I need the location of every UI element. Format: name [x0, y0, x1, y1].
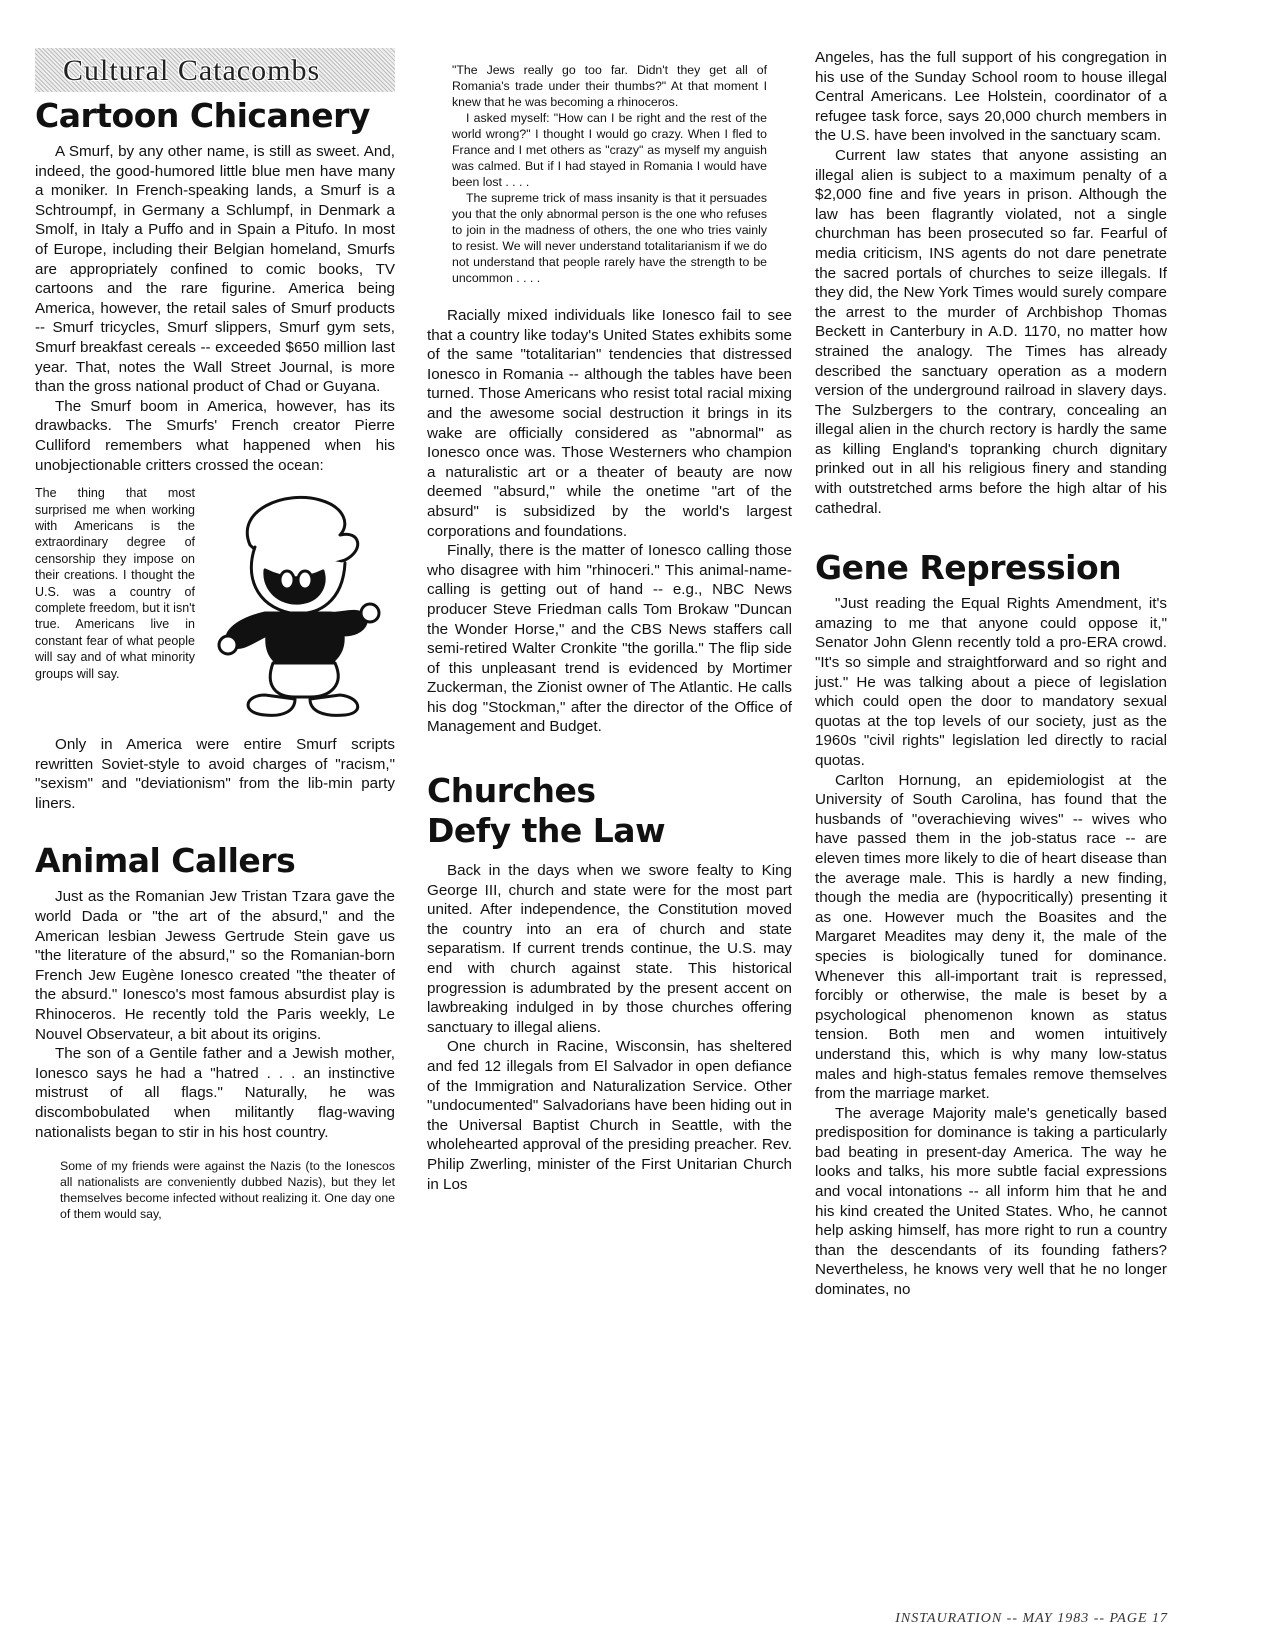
churches-paragraph-3: Current law states that anyone assisting an illegal alien is subject to a maximum penalty of a $2,000 fine and five years in prison. Although the law has been flagrantly violated, not a single churchman has been prosecuted so far. Fearful of media criticism, INS agents do not dare penetrate the sacred portals of churches to seize illegals. If they did, the New York Times would surely compare the arrest to the murder of Archbishop Thomas Beckett in Canterbury in A.D. 1170, no matter how strained the analogy. The Times has already described the sanctuary operation as a modern version of the underground railroad in slavery days. The Sulzbergers to the contrary, concealing an illegal alien in the church rectory is hardly the same as killing England's topranking church dignitary prinked out in all his religious finery and standing with outstretched arms before the high altar of his cathedral.: [815, 146, 1167, 517]
cartoon-paragraph-3: Only in America were entire Smurf scripts rewritten Soviet-style to avoid charges of "racism," "sexism" and "deviationism" from the lib-min party liners.: [35, 736, 395, 812]
animal-paragraph-1: Just as the Romanian Jew Tristan Tzara gave the world Dada or "the art of the absurd," and the American lesbian Jewess Gertrude Stein gave us "the literature of the absurd," so the Romanian-born French Jew Eugène Ionesco created "the theater of the absurd." Ionesco's most famous absurdist play is Rhinoceros. He recently told the Paris weekly, Le Nouvel Observateur, a bit about its origins.: [35, 888, 395, 1043]
headline-cartoon-chicanery: Cartoon Chicanery: [35, 96, 370, 135]
gene-paragraph-3: The average Majority male's genetically based predisposition for dominance is taking a particularly bad beating in present-day America. The way he looks and talks, his more subtle facial expressions and vocal intonations -- all inform him that he and his kind created the United States. Who, he cannot help asking himself, has more right to run a country than the descendants of its founding fathers? Nevertheless, he knows very well that he no longer dominates, no: [815, 1104, 1167, 1299]
ionesco-quote-start: [60, 1158, 395, 1222]
headline-churches-defy-the-law: Churches Defy the Law: [427, 771, 666, 851]
animal-paragraph-2: The son of a Gentile father and a Jewish mother, Ionesco says he had a "hatred . . . an instinctive mistrust of all flags." Naturally, he was discombobulated when militantly flag-waving nationalists began to stir in his host country.: [35, 1045, 395, 1141]
cartoon-paragraph-2: The Smurf boom in America, however, has its drawbacks. The Smurfs' French creator Pierre Culliford remembers what happened when his unobjectionable critters crossed the ocean:: [35, 397, 395, 474]
page-footer: INSTAURATION -- MAY 1983 -- PAGE 17: [895, 1611, 1168, 1626]
column-2: [427, 62, 792, 1194]
churches-paragraph-2-continued: Angeles, has the full support of his congregation in his use of the Sunday School room to house illegal Central Americans. Lee Holstein, coordinator of a refugee task force, says 20,000 church members in the U.S. have been involved in the sanctuary scam.: [815, 49, 1167, 145]
gene-paragraph-2: Carlton Hornung, an epidemiologist at the University of South Carolina, has found that the husbands of "overachieving wives" -- wives who have passed them in the job-status race -- are eleven times more likely to die of heart disease than the average male. This is hardly a new finding, though the media are (hypocritically) presenting it as one. However much the Boasites and the Margaret Meadites may deny it, the male of the species is biologically tuned for dominance. Whenever this all-important trait is repressed, forcibly or otherwise, the male is beset by a psychological phenomenon known as status tension. Both men and women intuitively understand this, which is why many low-status males and high-status females remove themselves from the marriage market.: [815, 771, 1167, 1103]
ionesco-quote-1: Some of my friends were against the Nazis (to the Ionescos all nationalists are conveniently dubbed Nazis), but they let themselves become infected without realizing it. One day one of them would say,: [60, 1159, 395, 1222]
ionesco-quote-3: I asked myself: "How can I be right and the rest of the world wrong?" I thought I would go crazy. When I fled to France and I met others as "crazy" as myself my anguish was calmed. But if I had stayed in Romania I would have been lost . . . .: [452, 111, 767, 189]
churches-paragraph-2: One church in Racine, Wisconsin, has sheltered and fed 12 illegals from El Salvador in open defiance of the Immigration and Naturalization Service. Other "undocumented" Salvadorians have been hiding out in the Universal Baptist Church in Seattle, with the wholehearted approval of the presiding preacher. Rev. Philip Zwerling, minister of the First Unitarian Church in Los: [427, 1038, 792, 1193]
section-title: Cultural Catacombs: [63, 54, 321, 87]
churches-paragraph-1: Back in the days when we swore fealty to King George III, church and state were for the most part united. After independence, the Constitution moved the country into an era of church and state separatism. If current trends continue, the U.S. may end with church against state. This historical progression is adumbrated by the present accent on lawbreaking indulged in by those churches offering sanctuary to illegal aliens.: [427, 862, 792, 1036]
culliford-quote: The thing that most surprised me when working with Americans is the extraordinary degree of censorship they impose on their creations. I thought the U.S. was a country of complete freedom, but it isn't true. Americans live in constant fear of what people will say and of what minority groups will say.: [35, 486, 195, 681]
headline-gene-repression: Gene Repression: [815, 548, 1122, 588]
gene-paragraph-1: "Just reading the Equal Rights Amendment, it's amazing to me that anyone could oppose it," Senator John Glenn recently told a pro-ERA crowd. "It's so simple and straightforward and so right and just." He was talking about a piece of legislation which could open the door to mandatory sexual quotas at the top levels of our society, just as the 1960s "civil rights" legislation led directly to racial quotas.: [815, 595, 1167, 769]
column-1: [35, 48, 395, 1222]
animal-paragraph-3: Racially mixed individuals like Ionesco fail to see that a country like today's United States exhibits some of the same "totalitarian" tendencies that distressed Ionesco in Romania -- although the tables have been turned. Those Americans who resist total racial mixing and the awesome social destruction it brings in its wake are officially considered as "abnormal" as Ionesco once was. Those Westerners who champion a naturalistic art or a theater of beauty are now deemed "absurd," while the onetime "art of the absurd" is subsidized by the world's largest corporations and foundations.: [427, 307, 792, 540]
ionesco-quote-2: "The Jews really go too far. Didn't they get all of Romania's trade under their thumbs?" At that moment I knew that he was becoming a rhinoceros.: [452, 63, 767, 109]
ionesco-quote-4: The supreme trick of mass insanity is that it persuades you that the only abnormal person is the one who refuses to join in the madness of others, the one who tries vainly to resist. We will never understand totalitarianism if we do not understand that people rarely have the strength to be uncommon . . . .: [452, 191, 767, 285]
cartoon-paragraph-1: A Smurf, by any other name, is still as sweet. And, indeed, the good-humored little blue men have many a moniker. In French-speaking lands, a Smurf is a Schtroumpf, in Germany a Schlumpf, in Denmark a Smolf, in Italy a Puffo and in Spain a Pitufo. In most of Europe, including their Belgian homeland, Smurfs are appropriately confined to comic books, TV cartoons and the rare figurine. America being America, however, the retail sales of Smurf products -- Smurf tricycles, Smurf slippers, Smurf gym sets, Smurf breakfast cereals -- exceeded $650 million last year. That, notes the Wall Street Journal, is more than the gross national product of Chad or Guyana.: [35, 143, 395, 396]
column-3: [815, 48, 1167, 1300]
smurf-illustration: [195, 485, 395, 725]
section-banner: [35, 48, 395, 92]
ionesco-quote-continued: [452, 62, 767, 286]
smurf-quote-block: [35, 485, 395, 725]
headline-animal-callers: Animal Callers: [35, 841, 296, 881]
animal-paragraph-4: Finally, there is the matter of Ionesco calling those who disagree with him "rhinoceri." This animal-name-calling is getting out of hand -- e.g., NBC News producer Steve Friedman calls Tom Brokaw "Duncan the Wonder Horse," and the CBS News staffers call semi-retired Walter Cronkite "the gorilla." The flip side of this unpleasant trend is evidenced by Mortimer Zuckerman, the Zionist owner of The Atlantic. He calls his dog "Stockman," after the director of the Office of Management and Budget.: [427, 542, 792, 736]
